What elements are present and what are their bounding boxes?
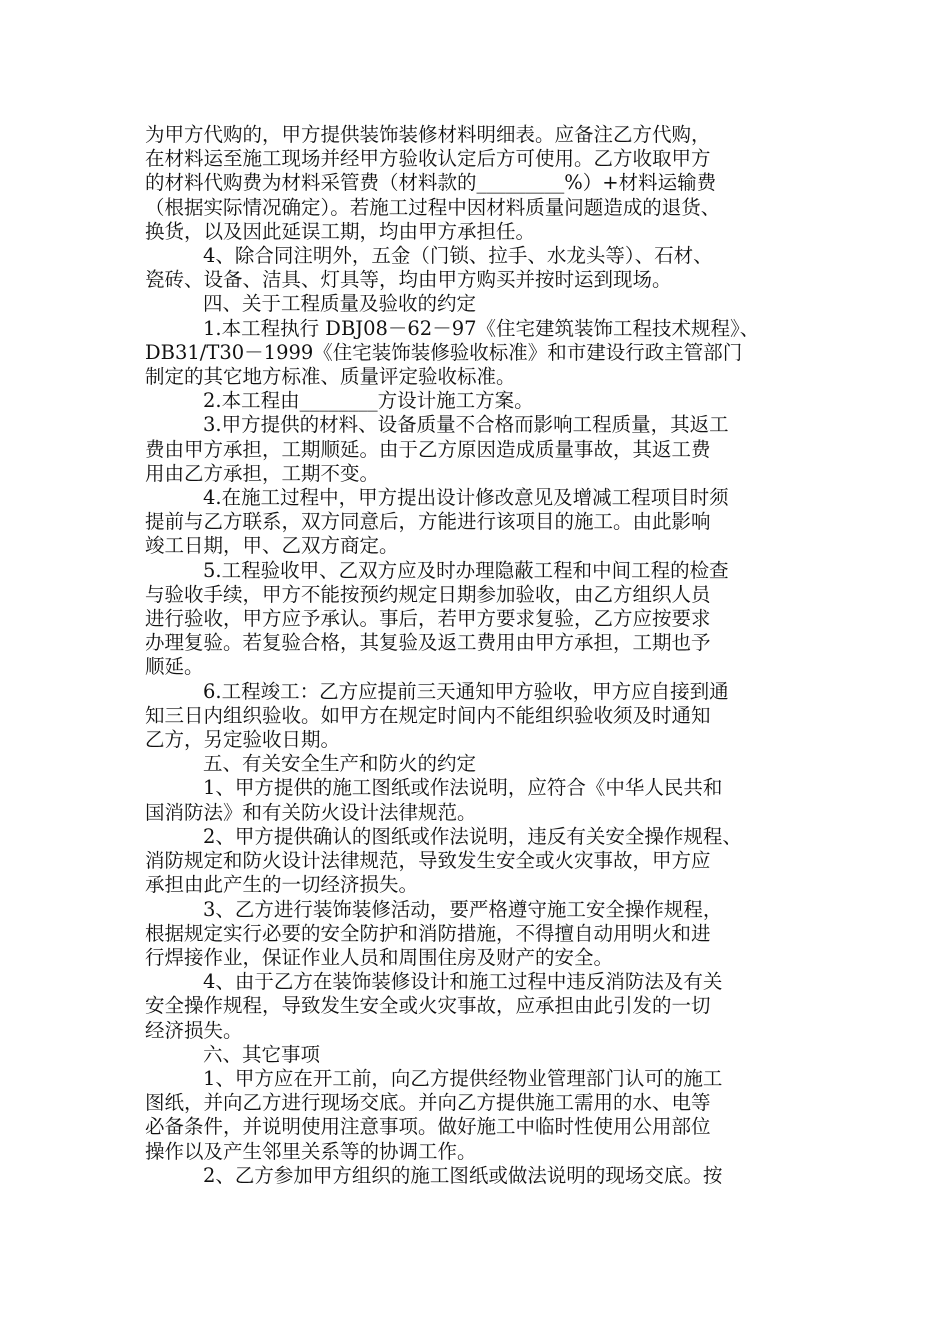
- text-line: 行焊接作业，保证作业人员和周围住房及财产的安全。: [145, 945, 614, 969]
- text-line: 4、除合同注明外，五金（门锁、拉手、水龙头等）、石材、: [203, 244, 713, 268]
- text-line: 3、乙方进行装饰装修活动，要严格遵守施工安全操作规程，: [203, 897, 723, 921]
- text-line: 经济损失。: [145, 1018, 243, 1042]
- text-line: 图纸，并向乙方进行现场交底。并向乙方提供施工需用的水、电等: [145, 1091, 711, 1115]
- text-line: 在材料运至施工现场并经甲方验收认定后方可使用。乙方收取甲方: [145, 147, 711, 171]
- text-line: 进行验收，甲方应予承认。事后，若甲方要求复验，乙方应按要求: [145, 607, 711, 631]
- text-line: 5.工程验收甲、乙双方应及时办理隐蔽工程和中间工程的检查: [203, 558, 729, 582]
- text-line: 六、其它事项: [203, 1042, 321, 1066]
- text-line: 操作以及产生邻里关系等的协调工作。: [145, 1139, 477, 1163]
- text-line: 2、乙方参加甲方组织的施工图纸或做法说明的现场交底。按: [203, 1163, 723, 1187]
- text-line: 竣工日期，甲、乙双方商定。: [145, 534, 399, 558]
- text-line: 四、关于工程质量及验收的约定: [203, 292, 477, 316]
- text-line: 换货，以及因此延误工期，均由甲方承担任。: [145, 219, 536, 243]
- text-line: 费由甲方承担，工期顺延。由于乙方原因造成质量事故，其返工费: [145, 437, 711, 461]
- text-line: 为甲方代购的，甲方提供装饰装修材料明细表。应备注乙方代购，: [145, 123, 711, 146]
- text-line: 制定的其它地方标准、质量评定验收标准。: [145, 365, 516, 389]
- text-line: 6.工程竣工：乙方应提前三天通知甲方验收，甲方应自接到通: [203, 679, 729, 703]
- text-line: 1、甲方应在开工前，向乙方提供经物业管理部门认可的施工: [203, 1066, 723, 1090]
- text-line: 2、甲方提供确认的图纸或作法说明，违反有关安全操作规程、: [203, 824, 742, 848]
- text-line: 3.甲方提供的材料、设备质量不合格而影响工程质量，其返工: [203, 413, 729, 437]
- text-line: 乙方，另定验收日期。: [145, 728, 341, 752]
- text-line: 4、由于乙方在装饰装修设计和施工过程中违反消防法及有关: [203, 970, 723, 994]
- text-line: 提前与乙方联系，双方同意后，方能进行该项目的施工。由此影响: [145, 510, 711, 534]
- text-line: 根据规定实行必要的安全防护和消防措施，不得擅自动用明火和进: [145, 921, 711, 945]
- text-line: （根据实际情况确定）。若施工过程中因材料质量问题造成的退货、: [145, 195, 721, 219]
- text-line: 瓷砖、设备、洁具、灯具等，均由甲方购买并按时运到现场。: [145, 268, 672, 292]
- text-line: 安全操作规程，导致发生安全或火灾事故，应承担由此引发的一切: [145, 994, 711, 1018]
- text-line: 知三日内组织验收。如甲方在规定时间内不能组织验收须及时通知: [145, 703, 711, 727]
- text-line: 消防规定和防火设计法律规范，导致发生安全或火灾事故，甲方应: [145, 849, 711, 873]
- text-line: 顺延。: [145, 655, 204, 679]
- text-line: 必备条件，并说明使用注意事项。做好施工中临时性使用公用部位: [145, 1115, 711, 1139]
- text-line: 的材料代购费为材料采管费（材料款的_________%）+材料运输费: [145, 171, 717, 195]
- document-page: [145, 123, 810, 1188]
- text-line: 五、有关安全生产和防火的约定: [203, 752, 477, 776]
- text-line: 承担由此产生的一切经济损失。: [145, 873, 419, 897]
- text-line: 4.在施工过程中，甲方提出设计修改意见及增减工程项目时须: [203, 486, 729, 510]
- text-line: 办理复验。若复验合格，其复验及返工费用由甲方承担，工期也予: [145, 631, 711, 655]
- text-line: 2.本工程由________方设计施工方案。: [203, 389, 534, 413]
- text-line: 1、甲方提供的施工图纸或作法说明，应符合《中华人民共和: [203, 776, 723, 800]
- text-line: 1.本工程执行 DBJ08－62－97《住宅建筑装饰工程技术规程》、: [203, 316, 760, 340]
- text-line: 与验收手续，甲方不能按预约规定日期参加验收，由乙方组织人员: [145, 582, 711, 606]
- text-line: 国消防法》和有关防火设计法律规范。: [145, 800, 477, 824]
- text-line: DB31/T30－1999《住宅装饰装修验收标准》和市建设行政主管部门: [145, 340, 743, 364]
- text-line: 用由乙方承担，工期不变。: [145, 461, 380, 485]
